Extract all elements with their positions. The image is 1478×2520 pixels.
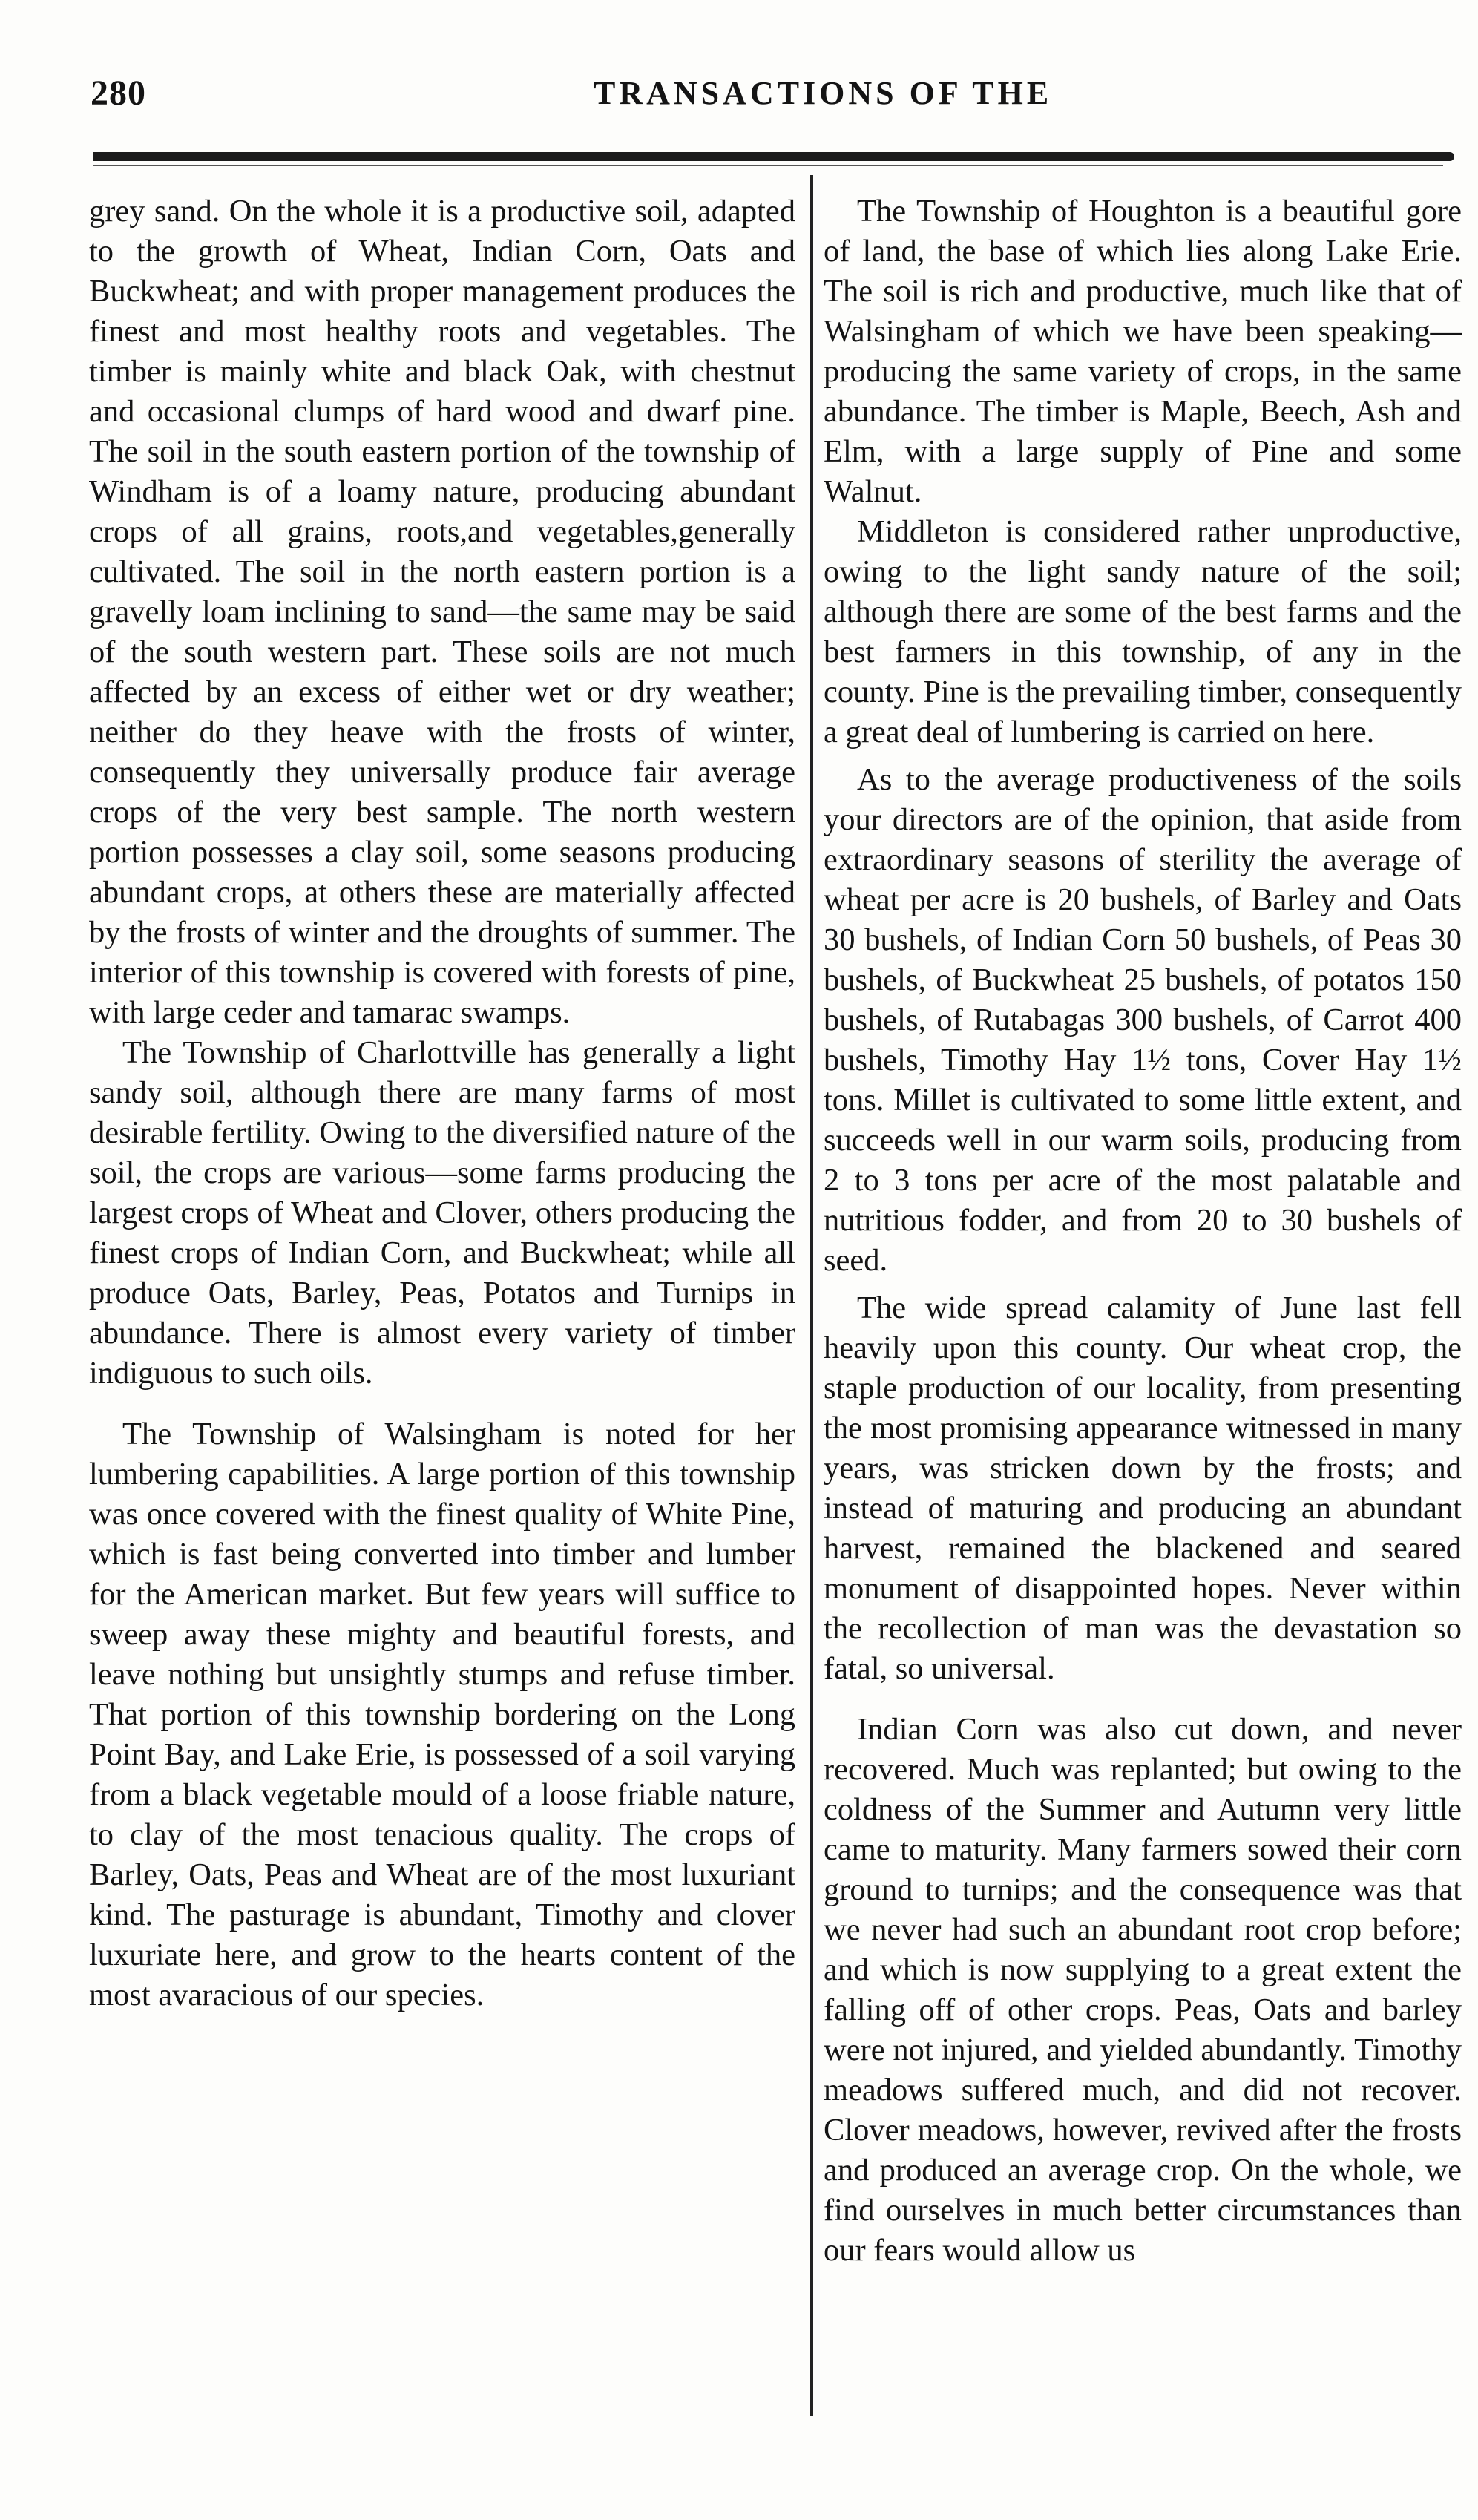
paragraph-average-productiveness: As to the average productiveness of the soils your directors are of the opinion, that aside from extraordinary seasons of sterility the average of wheat per acre is 20 bushels, of Barley and Oats 30 bushels, of Indian Corn 50 bushels, of Peas 30 bushels, of Buckwheat 25 bushels, of potatos 150 bushels, of Rutabagas 300 bushels, of Carrot 400 bushels, Timothy Hay 1½ tons, Cover Hay 1½ tons. Millet is cultivated to some little extent, and succeeds well in our warm soils, producing from 2 to 3 tons per acre of the most palatable and nutritious fodder, and from 20 to 30 bushels of seed. [824,762,1462,1278]
column-divider [810,175,813,2416]
left-column [89,191,795,2418]
paragraph-middleton: Middleton is considered rather unproductive, owing to the light sandy nature of the soil; although there are some of the best farms and the best farmers in this township, of any in the county. Pine is the prevailing timber, consequently a great deal of lumbering is carried on here. [824,514,1462,749]
paragraph-houghton: The Township of Houghton is a beautiful gore of land, the base of which lies along Lake Erie. The soil is rich and productive, much like that of Walsingham of which we have been speaking—producing the same variety of crops, in the same abundance. The timber is Maple, Beech, Ash and Elm, with a large supply of Pine and some Walnut. [824,194,1462,509]
right-column [824,191,1462,2418]
paragraph-windham-soil: grey sand. On the whole it is a productive soil, adapted to the growth of Wheat, Indian Corn, Oats and Buckwheat; and with proper management produces the finest and most healthy roots and vegetables. The timber is mainly white and black Oak, with chestnut and occasional clumps of hard wood and dwarf pine. The soil in the south eastern portion of the township of Windham is of a loamy nature, producing abundant crops of all grains, roots,and vegetables,generally cultivated. The soil in the north eastern portion is a gravelly loam inclining to sand—the same may be said of the south western part. These soils are not much affected by an excess of either wet or dry weather; neither do they heave with the frosts of winter, consequently they universally produce fair average crops of the very best sample. The north western portion possesses a clay soil, some seasons producing abundant crops, at others these are materially affected by the frosts of winter and the droughts of summer. The interior of this township is covered with forests of pine, with large ceder and tamarac swamps. [89,194,795,1030]
header-rule-thin [93,165,1443,166]
paragraph-indian-corn: Indian Corn was also cut down, and never recovered. Much was replanted; but owing to the coldness of the Summer and Autumn very little came to maturity. Many farmers sowed their corn ground to turnips; and the consequence was that we never had such an abundant root crop before; and which is now supplying to a great extent the falling off of other crops. Peas, Oats and barley were not injured, and yielded abundantly. Timothy meadows suffered much, and did not recover. Clover meadows, however, revived after the frosts and produced an average crop. On the whole, we find ourselves in much better circumstances than our fears would allow us [824,1712,1462,2268]
paragraph-charlottville: The Township of Charlottville has generally a light sandy soil, although there are many farms of most desirable fertility. Owing to the diversified nature of the soil, the crops are various—some farms producing the largest crops of Wheat and Clover, others producing the finest crops of Indian Corn, and Buckwheat; while all produce Oats, Barley, Peas, Potatos and Turnips in abundance. There is almost every variety of timber indiguous to such oils. [89,1035,795,1391]
paragraph-june-calamity: The wide spread calamity of June last fell heavily upon this county. Our wheat crop, the staple production of our locality, from presenting the most promising appearance witnessed in many years, was stricken down by the frosts; and instead of maturing and producing an abundant harvest, remained the blackened and seared monument of disappointed hopes. Never within the recollection of man was the devastation so fatal, so universal. [824,1290,1462,1686]
header-rule [93,152,1454,161]
paragraph-walsingham: The Township of Walsingham is noted for her lumbering capabilities. A large portion of this township was once covered with the finest quality of White Pine, which is fast being converted into timber and lumber for the American market. But few years will suffice to sweep away these mighty and beautiful forests, and leave nothing but unsightly stumps and refuse timber. That portion of this township bordering on the Long Point Bay, and Lake Erie, is possessed of a soil varying from a black vegetable mould of a loose friable nature, to clay of the most tenacious quality. The crops of Barley, Oats, Peas and Wheat are of the most luxuriant kind. The pasturage is abundant, Timothy and clover luxuriate here, and grow to the hearts content of the most avaracious of our species. [89,1417,795,2012]
running-title: TRANSACTIONS OF THE [594,75,1053,111]
page-header [74,73,1454,125]
page-number: 280 [91,73,146,113]
